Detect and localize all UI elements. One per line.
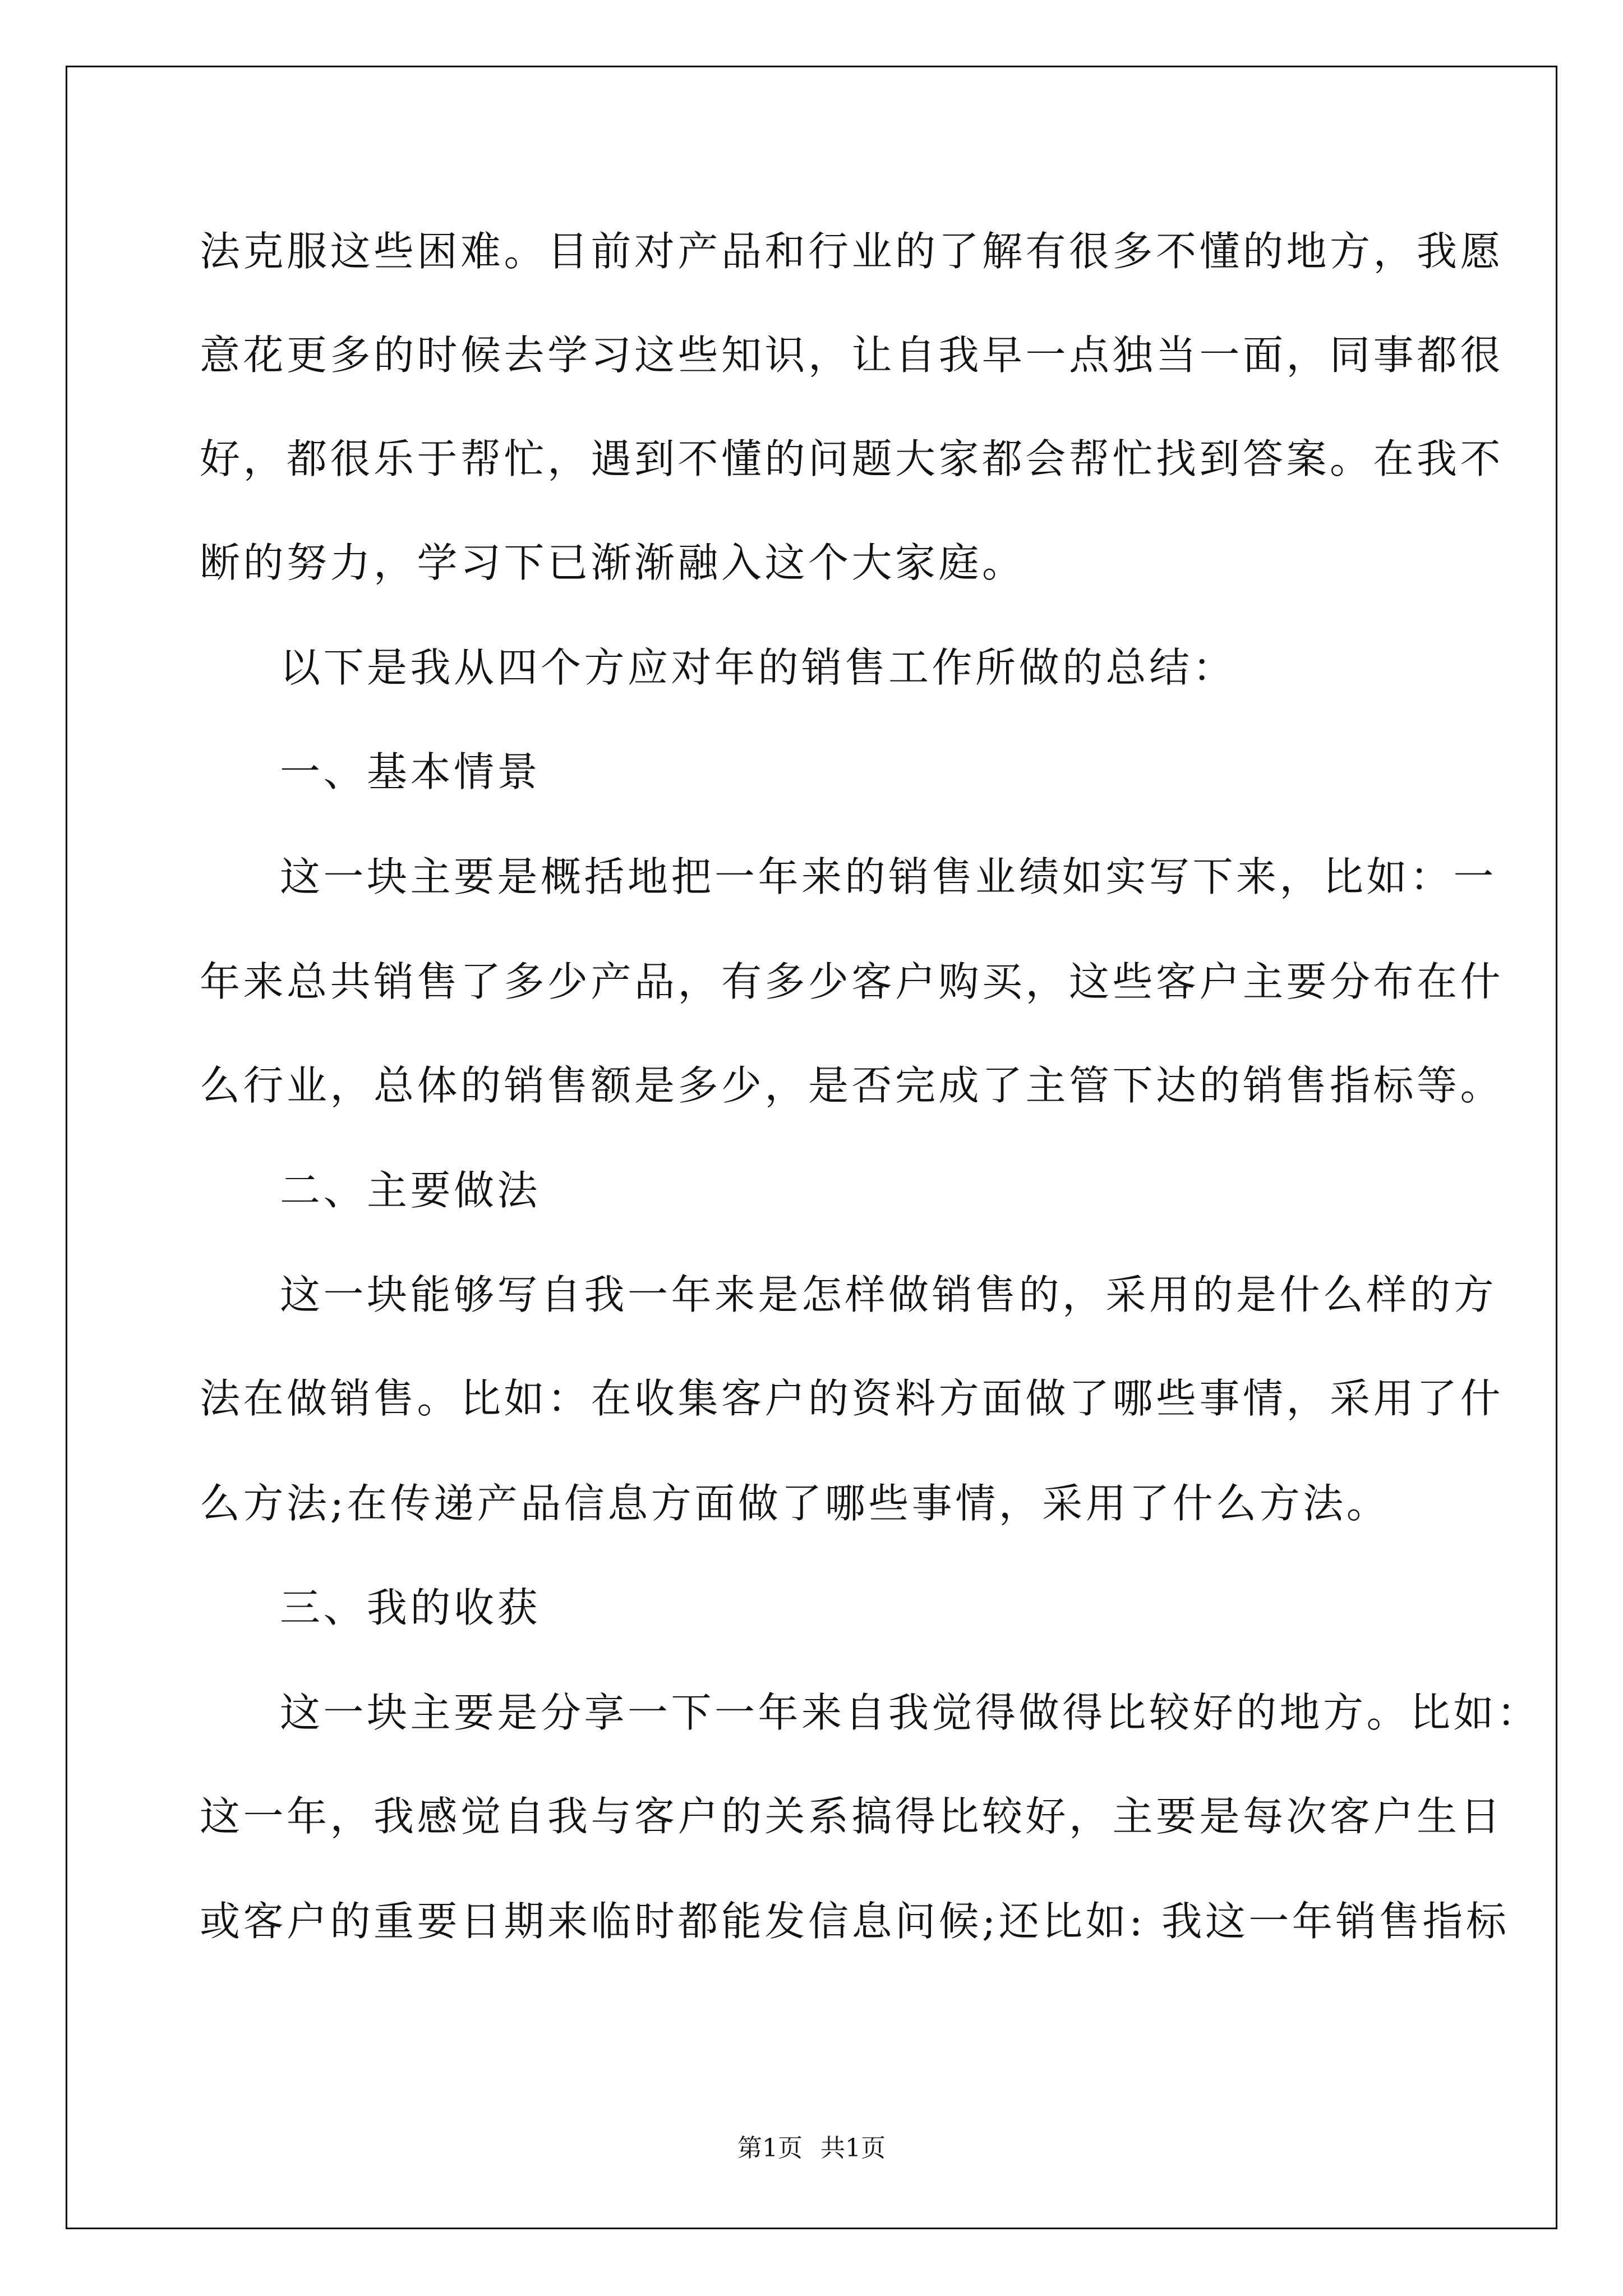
page-footer — [0, 2132, 1623, 2165]
section-heading: 二、主要做法 — [280, 1167, 541, 1214]
paragraph-line: 么方法;在传递产品信息方面做了哪些事情，采用了什么方法。 — [200, 1480, 1390, 1527]
section-heading: 三、我的收获 — [280, 1584, 541, 1631]
paragraph-line: 或客户的重要日期来临时都能发信息问候;还比如: 我这一年销售指标 — [200, 1898, 1510, 1945]
paragraph-line: 这一年，我感觉自我与客户的关系搞得比较好，主要是每次客户生日 — [200, 1793, 1504, 1840]
paragraph-line: 这一块主要是分享一下一年来自我觉得做得比较好的地方。比如： — [280, 1689, 1541, 1736]
paragraph-line: 法在做销售。比如：在收集客户的资料方面做了哪些事情，采用了什 — [200, 1375, 1504, 1422]
page-number: 第1页 — [737, 2134, 803, 2162]
section-heading: 一、基本情景 — [280, 748, 541, 795]
paragraph-line: 以下是我从四个方应对年的销售工作所做的总结： — [280, 644, 1237, 691]
paragraph-line: 这一块主要是概括地把一年来的销售业绩如实写下来，比如：一 — [280, 853, 1497, 900]
paragraph-line: 这一块能够写自我一年来是怎样做销售的，采用的是什么样的方 — [280, 1271, 1497, 1318]
page-total: 共1页 — [820, 2134, 886, 2162]
document-body — [200, 0, 1541, 2132]
paragraph-line: 法克服这些困难。目前对产品和行业的了解有很多不懂的地方，我愿 — [200, 228, 1504, 275]
paragraph-line: 么行业，总体的销售额是多少，是否完成了主管下达的销售指标等。 — [200, 1062, 1504, 1109]
paragraph-line: 意花更多的时候去学习这些知识，让自我早一点独当一面，同事都很 — [200, 332, 1504, 379]
paragraph-line: 好，都很乐于帮忙，遇到不懂的问题大家都会帮忙找到答案。在我不 — [200, 435, 1504, 482]
paragraph-line: 年来总共销售了多少产品，有多少客户购买，这些客户主要分布在什 — [200, 958, 1504, 1005]
paragraph-line: 断的努力，学习下已渐渐融入这个大家庭。 — [200, 539, 1026, 586]
